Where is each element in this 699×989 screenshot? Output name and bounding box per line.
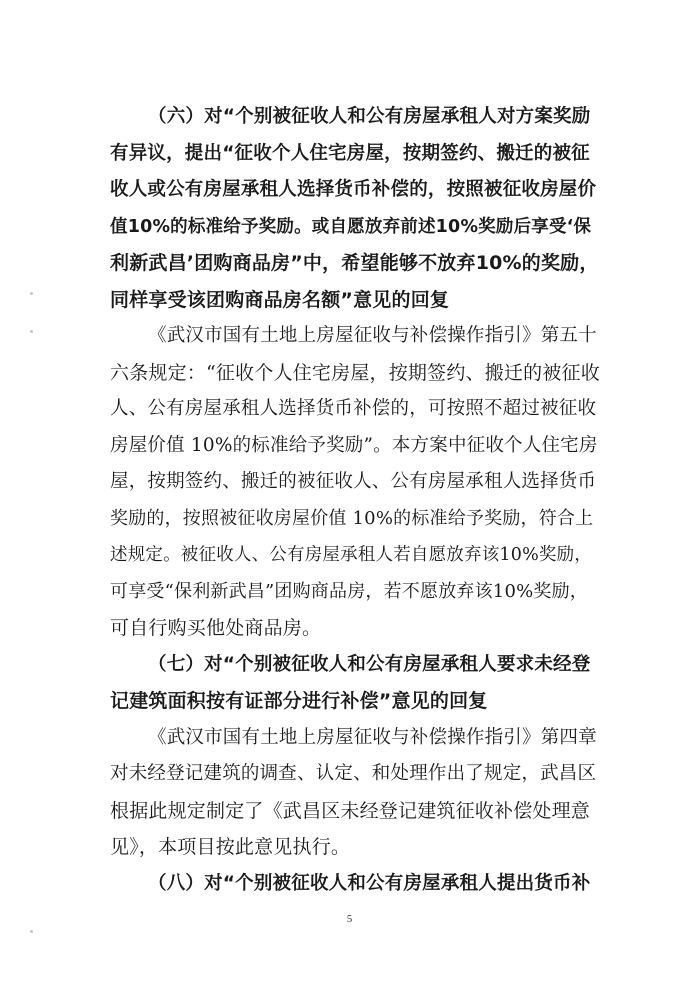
paragraph-line: 根据此规定制定了《武昌区未经登记建筑征收补偿处理意	[110, 799, 591, 822]
paragraph-line: 述规定。被征收人、公有房屋承租人若自愿放弃该10%奖励，	[110, 545, 592, 565]
section-heading-line: 利新武昌’团购商品房”中，希望能够不放弃10%的奖励，	[110, 252, 599, 274]
paragraph-line: 《武汉市国有土地上房屋征收与补偿操作指引》第四章	[148, 726, 597, 748]
paragraph-line: 见》，本项目按此意见执行。	[110, 836, 351, 858]
section-heading-line: 有异议，提出“征收个人住宅房屋，按期签约、搬迁的被征	[110, 142, 590, 164]
paragraph-line: 奖励的，按照被征收房屋价值 10%的标准给予奖励，符合上	[110, 507, 594, 529]
paragraph-line: 人、公有房屋承租人选择货币补偿的，可按照不超过被征收	[110, 398, 597, 419]
paragraph-line: 《武汉市国有土地上房屋征收与补偿操作指引》第五十	[148, 325, 597, 346]
section-heading-line: 记建筑面积按有证部分进行补偿”意见的回复	[110, 690, 488, 712]
section-heading-line: 值10%的标准给予奖励。或自愿放弃前述10%奖励后享受‘保	[110, 216, 592, 237]
section-heading-line: 收人或公有房屋承租人选择货币补偿的，按照被征收房屋价	[110, 179, 597, 200]
paragraph-line: 六条规定：“征收个人住宅房屋，按期签约、搬迁的被征收	[110, 361, 600, 384]
paragraph-line: 可享受“保利新武昌”团购商品房，若不愿放弃该10%奖励，	[110, 580, 589, 602]
paragraph-line: 可自行购买他处商品房。	[110, 617, 322, 639]
paragraph-line: 房屋价值 10%的标准给予奖励”。本方案中征收个人住宅房	[110, 434, 598, 456]
section-heading-line: （七）对“个别被征收人和公有房屋承租人要求未经登	[148, 653, 591, 675]
section-heading-line: （八）对“个别被征收人和公有房屋承租人提出货币补	[148, 872, 591, 894]
document-body	[110, 99, 600, 902]
paragraph-line: 对未经登记建筑的调查、认定、和处理作出了规定，武昌区	[110, 763, 597, 784]
section-heading-line: （六）对“个别被征收人和公有房屋承租人对方案奖励	[148, 106, 591, 127]
scan-speck	[30, 330, 33, 333]
section-heading-line: 同样享受该团购商品房名额”意见的回复	[110, 288, 450, 311]
page-number: 5	[346, 913, 353, 925]
scan-speck	[30, 930, 33, 933]
scan-speck	[30, 292, 33, 295]
paragraph-line: 屋，按期签约、搬迁的被征收人、公有房屋承租人选择货币	[110, 471, 597, 492]
